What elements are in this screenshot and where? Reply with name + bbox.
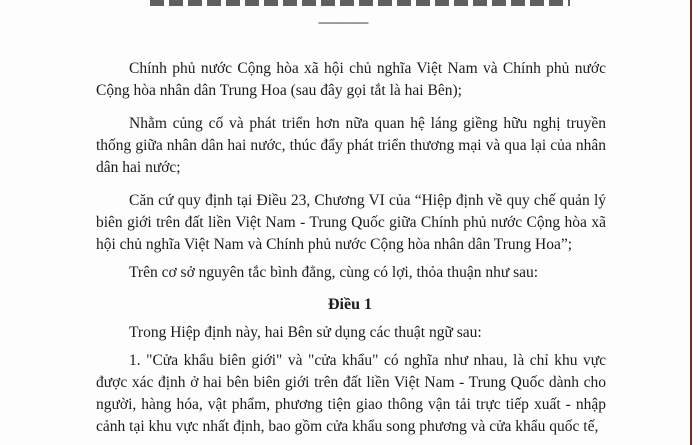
header-separator: ---------------	[318, 14, 368, 29]
page-border	[690, 0, 692, 445]
preamble-basis: Căn cứ quy định tại Điều 23, Chương VI của “Hiệp định về quy chế quản lý biên giới trên đất liền Việt Nam - Trung Quốc giữa Chính phủ nước Cộng hòa xã hội chủ nghĩa Việt Nam và Chính phủ nước Cộng hòa nhân dân Trung Hoa”;	[96, 192, 606, 253]
article-item-1: 1. "Cửa khẩu biên giới" và "cửa khẩu" có nghĩa như nhau, là chỉ khu vực được xác định ở hai bên biên giới trên đất liền Việt Nam - Trung Quốc dành cho người, hàng hóa, vật phẩm, phương tiện giao thông vận tải trực tiếp xuất - nhập cảnh tại khu vực nhất định, bao gồm cửa khẩu song phương và cửa khẩu quốc tế,	[96, 352, 606, 435]
article-heading: Điều 1	[328, 296, 372, 313]
preamble-parties: Chính phủ nước Cộng hòa xã hội chủ nghĩa Việt Nam và Chính phủ nước Cộng hòa nhân dân Trung Hoa (sau đây gọi tắt là hai Bên);	[96, 60, 606, 99]
article-intro: Trong Hiệp định này, hai Bên sử dụng các thuật ngữ sau:	[129, 324, 482, 341]
preamble-agreement: Trên cơ sở nguyên tắc bình đẳng, cùng có lợi, thỏa thuận như sau:	[129, 264, 539, 281]
preamble-purpose: Nhằm củng cố và phát triển hơn nữa quan hệ láng giềng hữu nghị truyền thống giữa nhân dân hai nước, thúc đẩy phát triển thương mại và qua lại của nhân dân hai nước;	[96, 115, 606, 176]
cut-off-header-line	[150, 0, 570, 6]
